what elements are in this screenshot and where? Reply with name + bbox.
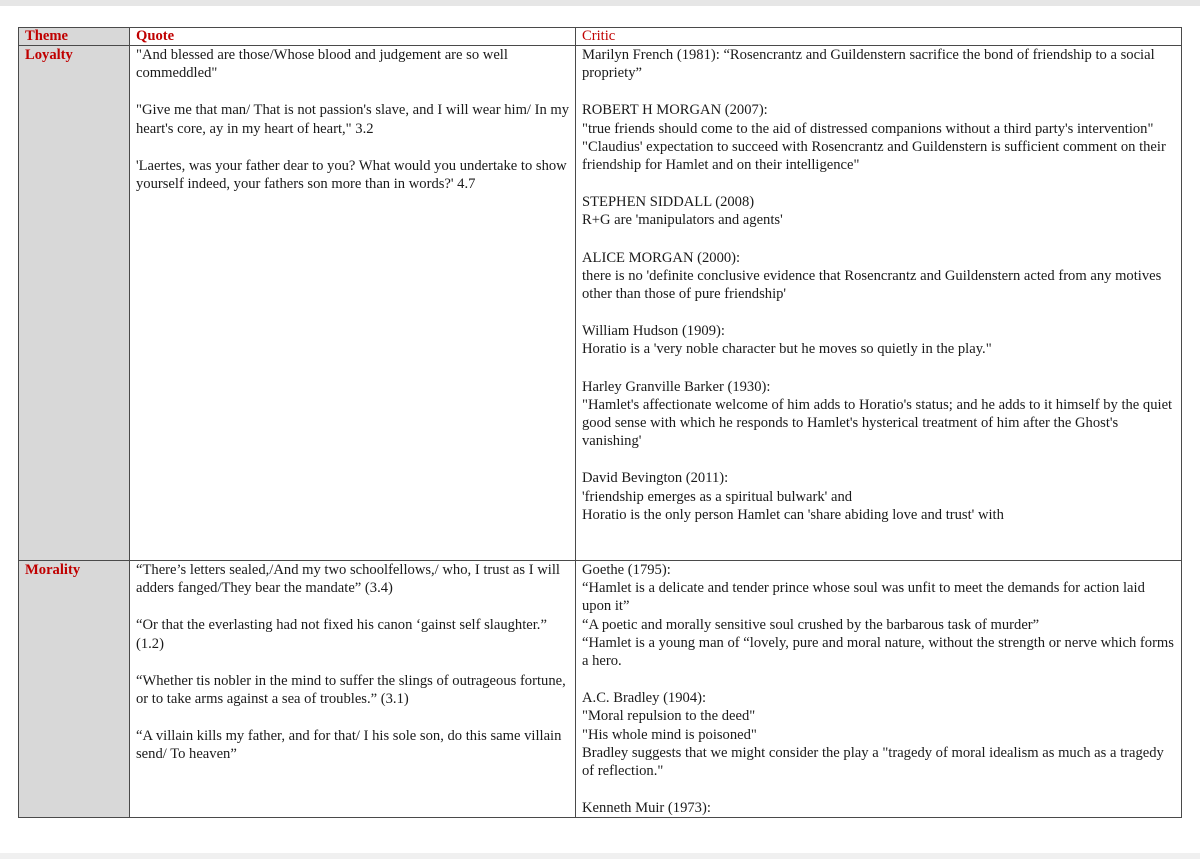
quote-cell-loyalty	[130, 46, 576, 561]
critic-line: R+G are 'manipulators and agents'	[582, 212, 783, 229]
critic-name: A.C. Bradley (1904):	[582, 690, 707, 707]
critic-line: “A poetic and morally sensitive soul crushed by the barbarous task of murder”	[582, 616, 1040, 633]
critic-line: "Claudius' expectation to succeed with Rosencrantz and Guildenstern is sufficient comment on their friendship for Hamlet and on their intelligence"	[582, 138, 1166, 174]
theme-cell-loyalty	[19, 46, 130, 561]
critic-name: David Bevington (2011):	[582, 470, 729, 487]
critic-name: William Hudson (1909):	[582, 323, 725, 340]
critic-line: “Hamlet is a young man of “lovely, pure and moral nature, without the strength or nerve which forms a hero.	[582, 634, 1174, 670]
critic-block	[582, 101, 1177, 174]
critic-line: there is no 'definite conclusive evidence that Rosencrantz and Guildenstern acted from any motives other than those of pure friendship'	[582, 267, 1162, 303]
header-theme-cell	[19, 28, 130, 46]
critic-block	[582, 799, 1177, 817]
header-critic: Critic	[582, 28, 616, 44]
theme-label-morality: Morality	[25, 562, 81, 578]
critic-line: "true friends should come to the aid of distressed companions without a third party's intervention"	[582, 120, 1154, 137]
quote-block: “There’s letters sealed,/And my two schoolfellows,/ who, I trust as I will adders fanged/They bear the mandate” (3.4)	[136, 562, 560, 597]
critic-cell-loyalty	[576, 46, 1182, 561]
critic-line: 'friendship emerges as a spiritual bulwark' and	[582, 488, 853, 505]
header-theme: Theme	[25, 28, 68, 44]
table-row-morality	[19, 561, 1182, 818]
table-row-loyalty	[19, 46, 1182, 561]
critic-line: "Moral repulsion to the deed"	[582, 708, 756, 725]
critic-block	[582, 193, 1177, 229]
critic-name: STEPHEN SIDDALL (2008)	[582, 194, 755, 211]
critic-name: Kenneth Muir (1973):	[582, 800, 711, 817]
critic-block	[582, 561, 1177, 670]
notes-table	[18, 27, 1182, 818]
quote-block: “A villain kills my father, and for that/ I his sole son, do this same villain send/ To heaven”	[136, 728, 562, 763]
bottom-edge	[0, 853, 1200, 859]
top-edge	[0, 0, 1200, 6]
header-row	[19, 28, 1182, 46]
critic-block	[582, 469, 1177, 524]
critic-block	[582, 46, 1177, 82]
critic-block	[582, 249, 1177, 304]
critic-block	[582, 378, 1177, 451]
critic-line: Marilyn French (1981): “Rosencrantz and Guildenstern sacrifice the bond of friendship to a social propriety”	[582, 47, 1155, 82]
header-quote: Quote	[136, 28, 175, 44]
critic-name: Goethe (1795):	[582, 562, 671, 578]
quote-block: “Or that the everlasting had not fixed his canon ‘gainst self slaughter.” (1.2)	[136, 617, 547, 652]
critic-line: Bradley suggests that we might consider the play a "tragedy of moral idealism as much as a tragedy of reflection."	[582, 744, 1164, 780]
header-critic-cell	[576, 28, 1182, 46]
critic-line: “Hamlet is a delicate and tender prince whose soul was unfit to meet the demands for action laid upon it”	[582, 580, 1145, 615]
quote-block: "Give me that man/ That is not passion's slave, and I will wear him/ In my heart's core, ay in my heart of heart," 3.2	[136, 102, 570, 137]
theme-label-loyalty: Loyalty	[25, 47, 73, 63]
quote-cell-morality	[130, 561, 576, 818]
theme-cell-morality	[19, 561, 130, 818]
critic-block	[582, 689, 1177, 780]
quote-block: “Whether tis nobler in the mind to suffer the slings of outrageous fortune, or to take arms against a sea of troubles.” (3.1)	[136, 672, 566, 708]
critic-line: "His whole mind is poisoned"	[582, 726, 757, 743]
critic-name: ALICE MORGAN (2000):	[582, 249, 741, 266]
quote-block: 'Laertes, was your father dear to you? What would you undertake to show yourself indeed, your fathers son more than in words?' 4.7	[136, 157, 567, 193]
header-quote-cell	[130, 28, 576, 46]
critic-block	[582, 322, 1177, 358]
critic-line: Horatio is a 'very noble character but he moves so quietly in the play."	[582, 341, 992, 358]
critic-name: ROBERT H MORGAN (2007):	[582, 102, 768, 119]
critic-cell-morality	[576, 561, 1182, 818]
critic-line: "Hamlet's affectionate welcome of him adds to Horatio's status; and he adds to it himself by the quiet good sense with which he responds to Hamlet's hysterical treatment of him after the Ghost's vanishing'	[582, 396, 1173, 450]
critic-name: Harley Granville Barker (1930):	[582, 378, 771, 395]
critic-line: Horatio is the only person Hamlet can 'share abiding love and trust' with	[582, 506, 1004, 523]
quote-block: "And blessed are those/Whose blood and judgement are so well commeddled"	[136, 47, 508, 82]
